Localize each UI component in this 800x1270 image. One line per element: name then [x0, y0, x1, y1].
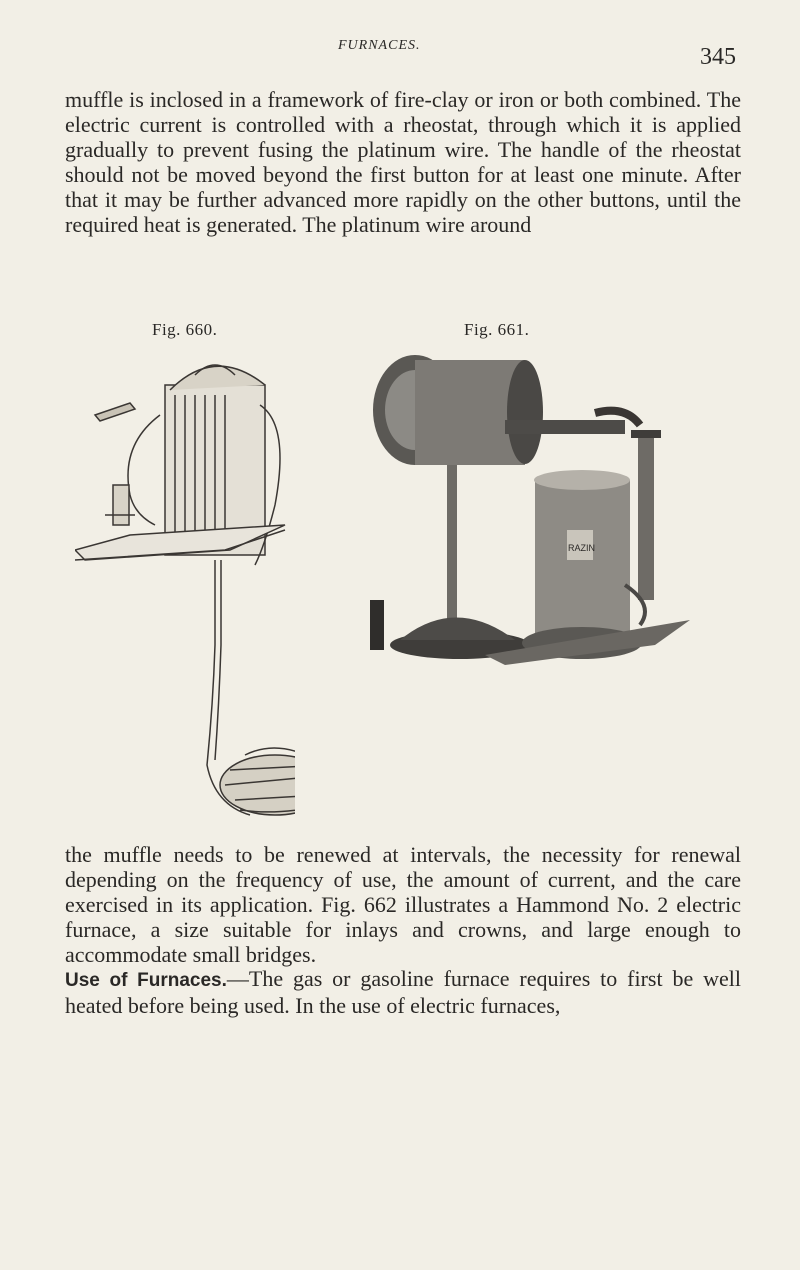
- running-title: FURNACES.: [338, 38, 421, 53]
- use-of-furnaces-body: —The gas or gasoline furnace requires to first be well heated before being used. In the use of electric furnaces,: [65, 966, 741, 1018]
- nameplate-text: RAZIN: [568, 543, 595, 553]
- paragraph-top: muffle is inclosed in a framework of fire-clay or iron or both combined. The electric current is controlled with a rheostat, through which it is applied gradually to prevent fusing the platinum wire. The handle of the rheostat should not be moved beyond the first button for at least one minute. After that it may be further advanced more rapidly on the other buttons, until the required heat is generated. The platinum wire around: [65, 87, 741, 237]
- figure-661-caption: Fig. 661.: [464, 320, 530, 339]
- section-heading-use-of-furnaces: Use of Furnaces.: [65, 970, 227, 991]
- figure-661-illustration: [355, 345, 690, 665]
- paragraph-bottom: the muffle needs to be renewed at intervals, the necessity for renewal depending on the frequency of use, the amount of current, and the care exercised in its application. Fig. 662 illustrates a Hammond No. 2 electric furnace, a size suitable for inlays and crowns, and large enough to accommodate small bridges.: [65, 842, 741, 967]
- figure-660-caption: Fig. 660.: [152, 320, 218, 339]
- page-number: 345: [700, 44, 736, 70]
- paragraph-use-of-furnaces: [65, 966, 741, 1018]
- figure-660-illustration: [75, 345, 295, 820]
